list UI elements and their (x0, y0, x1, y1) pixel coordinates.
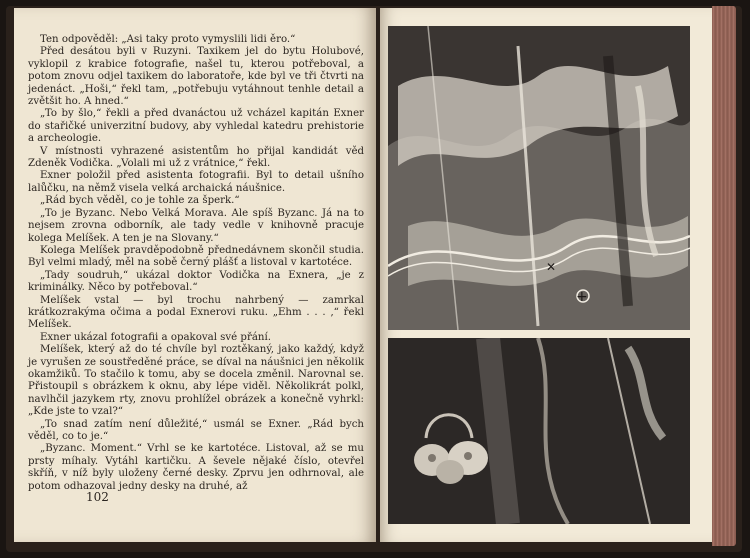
earring-photograph-icon (388, 338, 690, 524)
abstract-photograph-icon (388, 26, 690, 330)
paragraph: Ten odpověděl: „Asi taky proto vymyslili lidi ěro.“ (40, 34, 296, 45)
page-number: 102 (86, 490, 109, 504)
paragraph: Melíšek vstal — byl trochu nahrbený — zamrkal krátkozrakýma očima a podal Exnerovi ruku. „Ehm . . . ,“ řekl Melíšek. (28, 294, 364, 331)
paragraph: Melíšek, který až do té chvíle byl roztěkaný, jako každý, když je vyrušen ze soustředěné práce, se díval na náušnici jen několik okamžiků. To stačilo k tomu, aby se docela změnil. Narovnal se. Přistoupil s obrázkem k oknu, aby lépe viděl. Několikrát polkl, navlhčil jazykem rty, znovu prohlížel obrázek a konečně vyhrkl: „Kde jste to vzal?“ (28, 344, 364, 418)
paragraph: Exner položil před asistenta fotografii. Byl to detail ušního lalůčku, na němž visela velká archaická náušnice. (28, 170, 364, 194)
paragraph: „To by šlo,“ řekli a před dvanáctou už vcházel kapitán Exner do stařičké univerzitní budovy, aby vyhledal katedru prehistorie a archeologie. (28, 108, 364, 145)
paragraph: „Tady soudruh,“ ukázal doktor Vodička na Exnera, „je z kriminálky. Něco by potřeboval.“ (28, 269, 364, 294)
paragraph: „To snad zatím není důležité,“ usmál se Exner. „Rád bych věděl, co to je.“ (28, 418, 364, 442)
svg-text:✕: ✕ (546, 260, 557, 274)
svg-text:+: + (576, 289, 588, 305)
paragraph: Kolega Melíšek pravděpodobně přednedávnem skončil studia. Byl velmi mladý, měl na sobě černý plášť a listoval v kartotéce. (28, 244, 364, 269)
paragraph: Před desátou byli v Ruzyni. Taxikem jel do bytu Holubové, vyklopil z krabice fotografie, našel tu, kterou potřeboval, a potom znovu odjel taxikem do laboratoře, kde byl ve tři čtvrti na jedenáct. „Hoši,“ řekl tam, „potřebuju vytáhnout tenhle detail a zvětšit ho. A hned.“ (28, 46, 364, 108)
left-page-text (28, 34, 364, 493)
page-edges (712, 6, 736, 546)
paragraph: „Byzanc. Moment.“ Vrhl se ke kartotéce. Listoval, až se mu prsty míhaly. Vytáhl kartičku. A ševele nějaké číslo, otevřel skříň, v níž byly uloženy černé desky. Zprvu jen odhrnoval, ale potom odhazoval jedny desky na druhé, až (28, 443, 364, 492)
paragraph: „To je Byzanc. Nebo Velká Morava. Ale spíš Byzanc. Já na to nejsem zrovna odborník, ale tady vedle v knihovně pracuje kolega Melíšek. A ten je na Slovany.“ (28, 207, 364, 244)
paragraph: Exner ukázal fotografii a opakoval své přání. (40, 331, 271, 343)
paragraph: „Rád bych věděl, co je tohle za šperk.“ (40, 195, 240, 207)
paragraph: V místnosti vyhrazené asistentům ho přijal kandidát věd Zdeněk Vodička. „Volali mi už z vrátnice,“ řekl. (28, 145, 364, 170)
